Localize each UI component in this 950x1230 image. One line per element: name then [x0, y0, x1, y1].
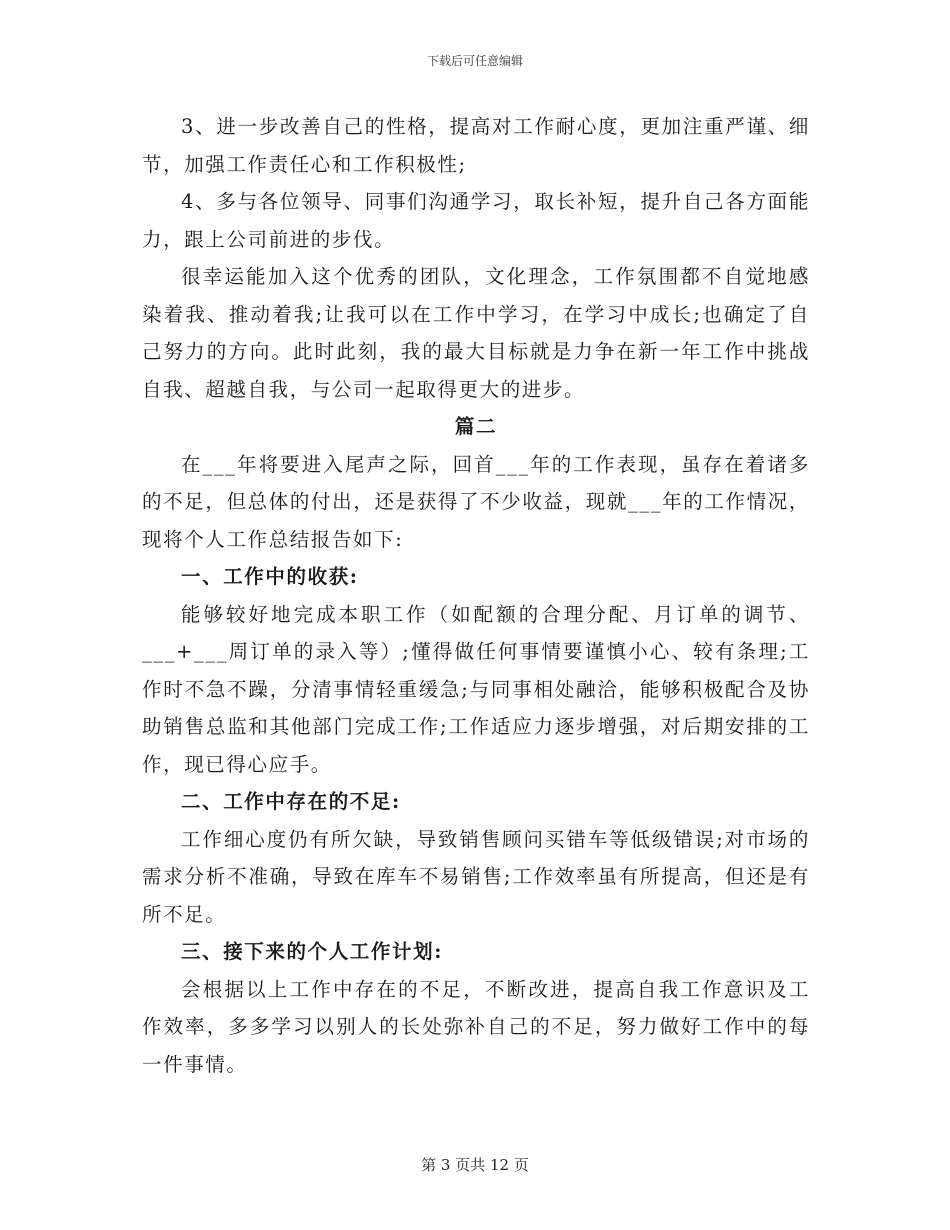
section-title-shortcomings: 二、工作中存在的不足: — [181, 790, 401, 813]
page-footer: 第 3 页共 12 页 — [421, 1156, 529, 1174]
section-title-gains: 一、工作中的收获: — [181, 565, 359, 588]
paragraph-communicate: 4、多与各位领导、同事们沟通学习，取长补短，提升自己各方面能力，跟上公司前进的步伐。 — [142, 190, 810, 251]
chapter-title: 篇二 — [454, 415, 498, 438]
page-header: 下载后可任意编辑 — [426, 54, 523, 68]
section-title-plan: 三、接下来的个人工作计划: — [181, 940, 443, 963]
paragraph-intro: 在___年将要进入尾声之际，回首___年的工作表现，虽存在着诸多的不足，但总体的付出，还是获得了不少收益，现就___年的工作情况，现将个人工作总结报告如下: — [142, 452, 810, 551]
paragraph-gains: 能够较好地完成本职工作（如配额的合理分配、月订单的调节、___+___周订单的录入等）;懂得做任何事情要谨慎小心、较有条理;工作时不急不躁，分清事情轻重缓急;与同事相处融洽，能够积极配合及协助销售总监和其他部门完成工作;工作适应力逐步增强，对后期安排的工作，现已得心应手。 — [142, 602, 810, 776]
paragraph-improve-character: 3、进一步改善自己的性格，提高对工作耐心度，更加注重严谨、细节，加强工作责任心和工作积极性; — [142, 115, 810, 176]
paragraph-team: 很幸运能加入这个优秀的团队，文化理念，工作氛围都不自觉地感染着我、推动着我;让我可以在工作中学习，在学习中成长;也确定了自己努力的方向。此时此刻，我的最大目标就是力争在新一年工作中挑战自我、超越自我，与公司一起取得更大的进步。 — [142, 265, 810, 401]
document-body — [142, 108, 810, 1083]
paragraph-shortcomings: 工作细心度仍有所欠缺，导致销售顾问买错车等低级错误;对市场的需求分析不准确，导致在库车不易销售;工作效率虽有所提高，但还是有所不足。 — [142, 827, 810, 926]
paragraph-plan: 会根据以上工作中存在的不足，不断改进，提高自我工作意识及工作效率，多多学习以别人的长处弥补自己的不足，努力做好工作中的每一件事情。 — [142, 977, 810, 1076]
